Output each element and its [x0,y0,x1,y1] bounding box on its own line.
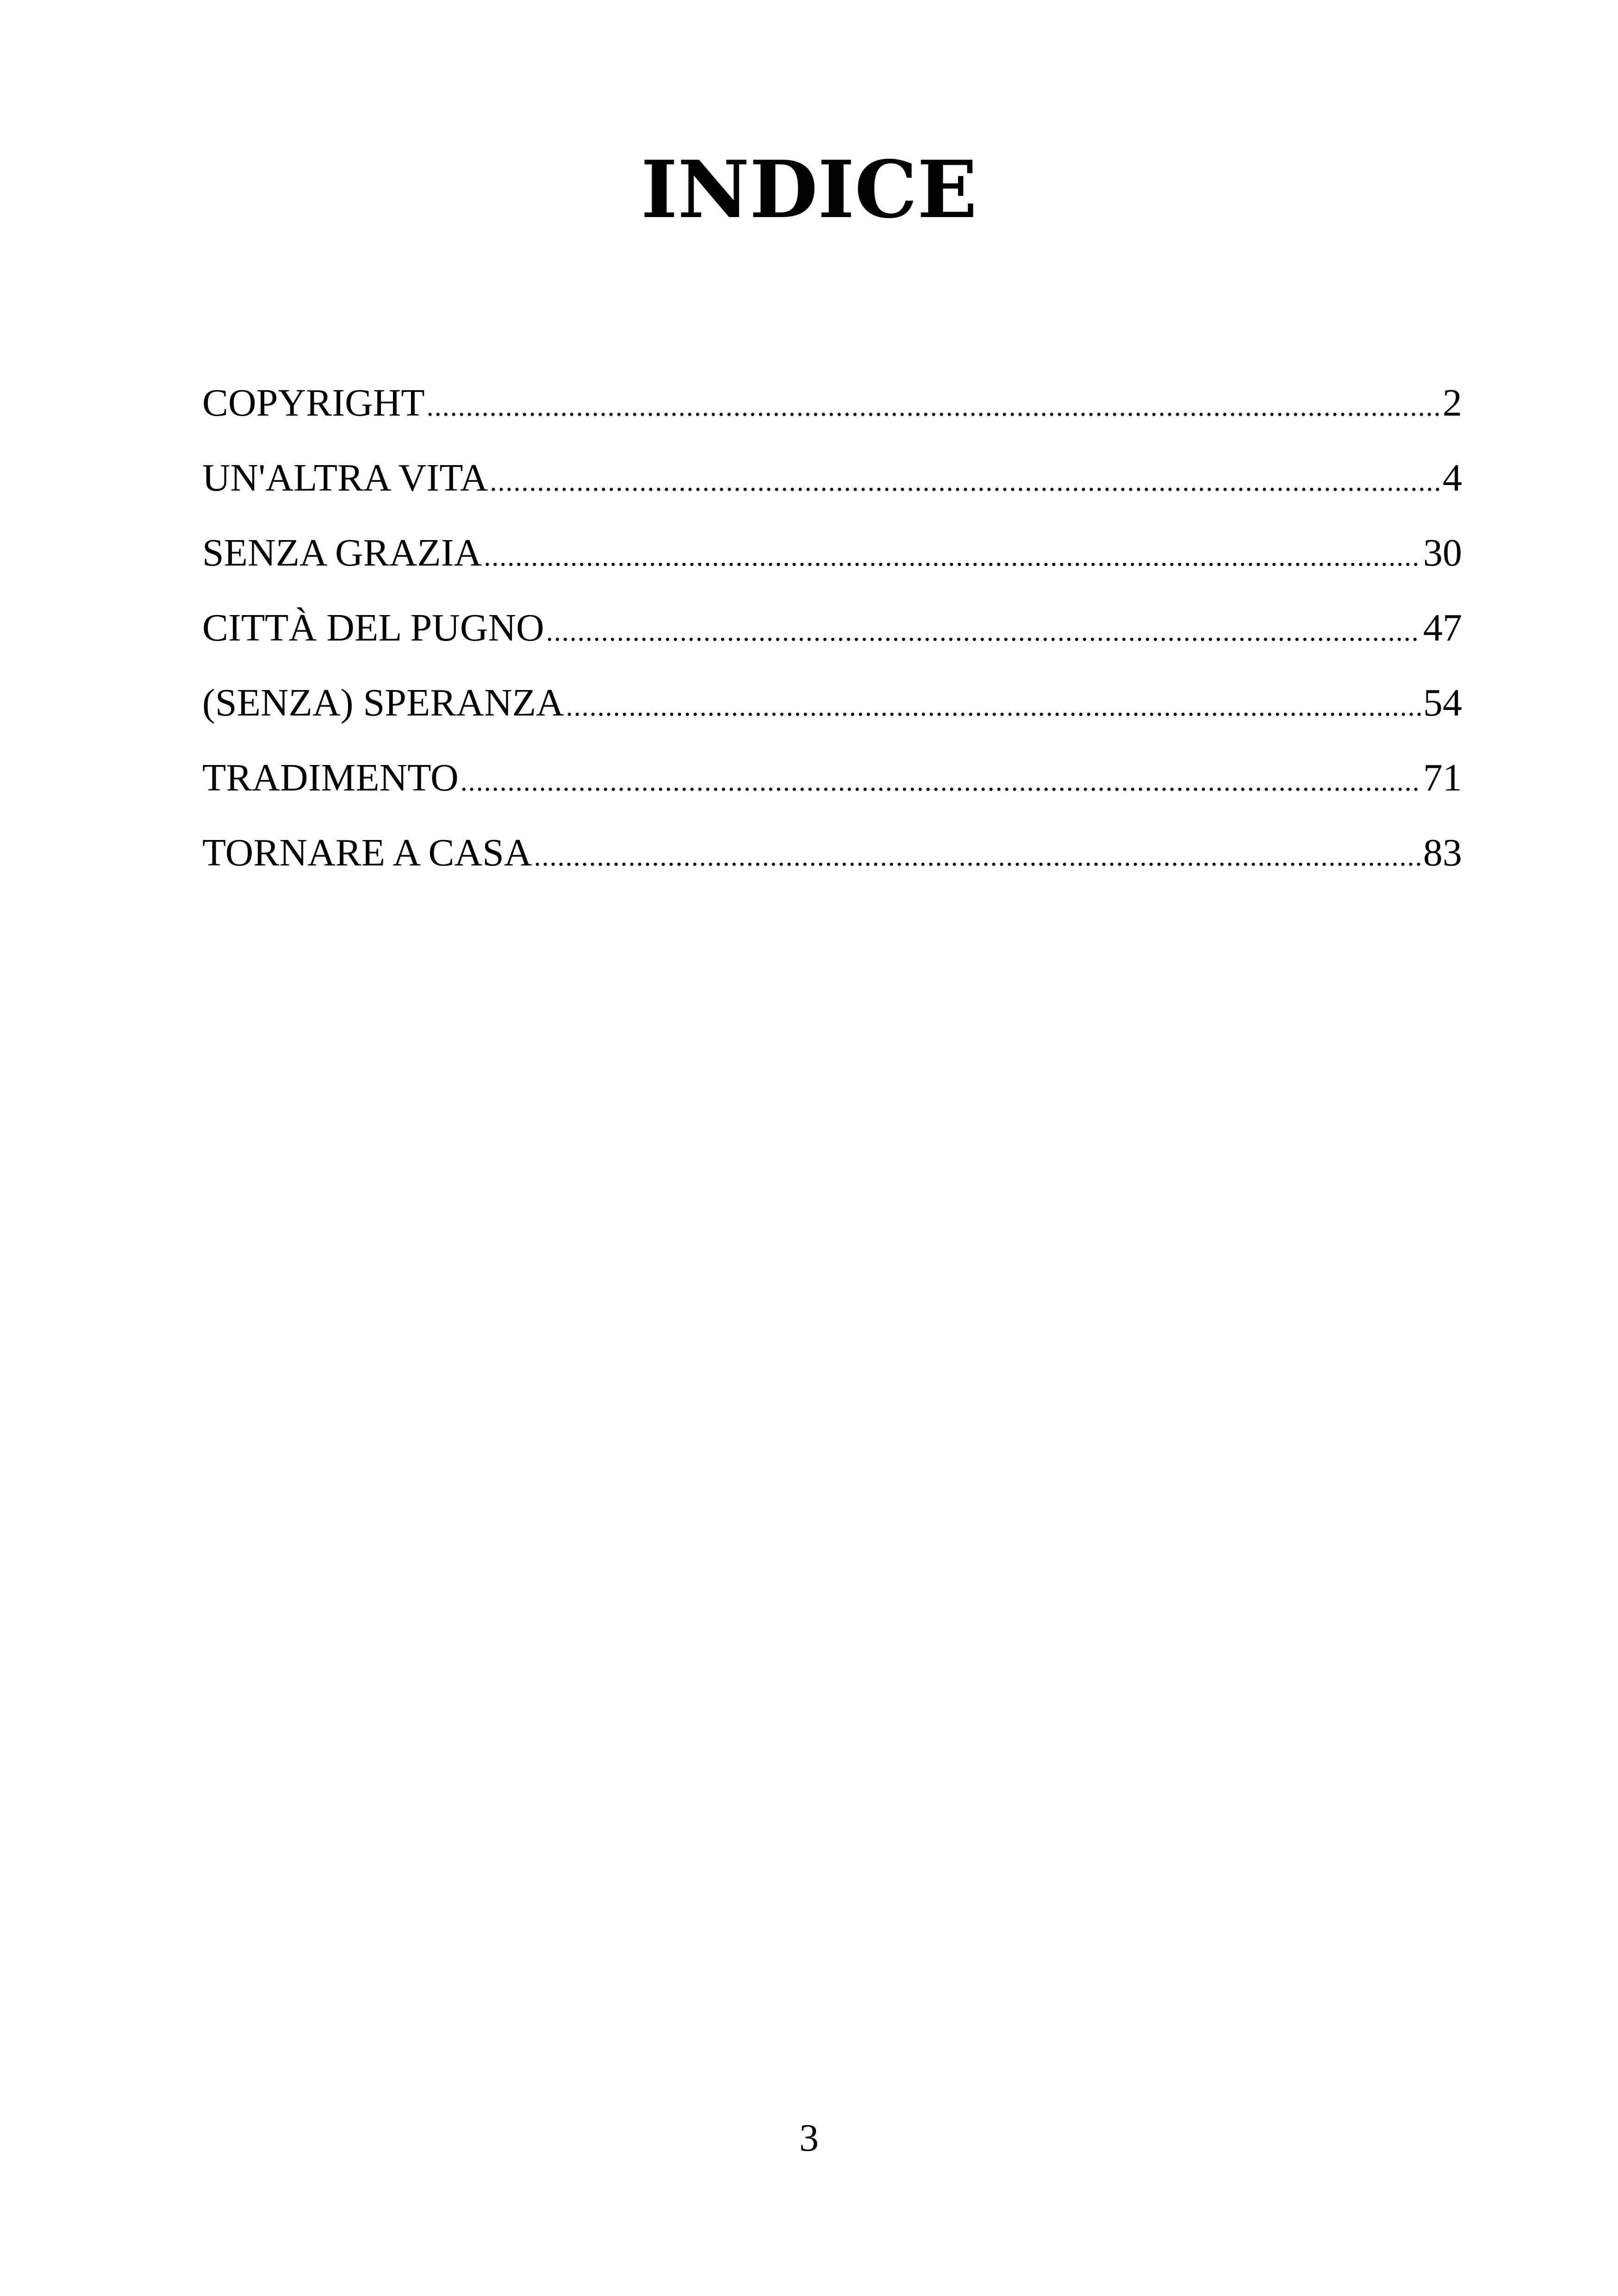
toc-entry-senza-speranza[interactable] [202,666,1462,740]
toc-entry-tradimento[interactable] [202,740,1462,815]
toc-entry-title: SENZA GRAZIA [202,531,482,574]
toc-entry-title: CITTÀ DEL PUGNO [202,606,544,649]
toc-entry-page: 71 [1423,756,1462,799]
toc-dot-leader [461,744,1421,819]
toc-entry-page: 30 [1423,531,1462,574]
toc-entry-copyright[interactable] [202,366,1462,441]
toc-entry-tornare-a-casa[interactable] [202,815,1462,890]
toc-dot-leader [490,444,1441,519]
toc-dot-leader [534,819,1421,894]
toc-entry-page: 54 [1423,681,1462,724]
toc-entry-page: 2 [1443,381,1462,424]
page-number: 3 [799,2116,819,2159]
toc-entry-title: UN'ALTRA VITA [202,456,488,499]
toc-entry-title: COPYRIGHT [202,381,425,424]
toc-entry-un-altra-vita[interactable] [202,441,1462,516]
table-of-contents [202,366,1462,890]
toc-entry-title: TRADIMENTO [202,756,459,799]
toc-entry-title: (SENZA) SPERANZA [202,681,564,724]
toc-entry-page: 83 [1423,831,1462,874]
toc-entry-title: TORNARE A CASA [202,831,532,874]
page-title: INDICE [641,143,977,236]
toc-entry-citta-del-pugno[interactable] [202,591,1462,666]
toc-entry-page: 47 [1423,606,1462,649]
toc-dot-leader [427,369,1441,444]
toc-entry-senza-grazia[interactable] [202,516,1462,591]
toc-dot-leader [484,519,1421,594]
toc-entry-page: 4 [1443,456,1462,499]
toc-dot-leader [566,669,1421,744]
toc-dot-leader [546,594,1421,669]
